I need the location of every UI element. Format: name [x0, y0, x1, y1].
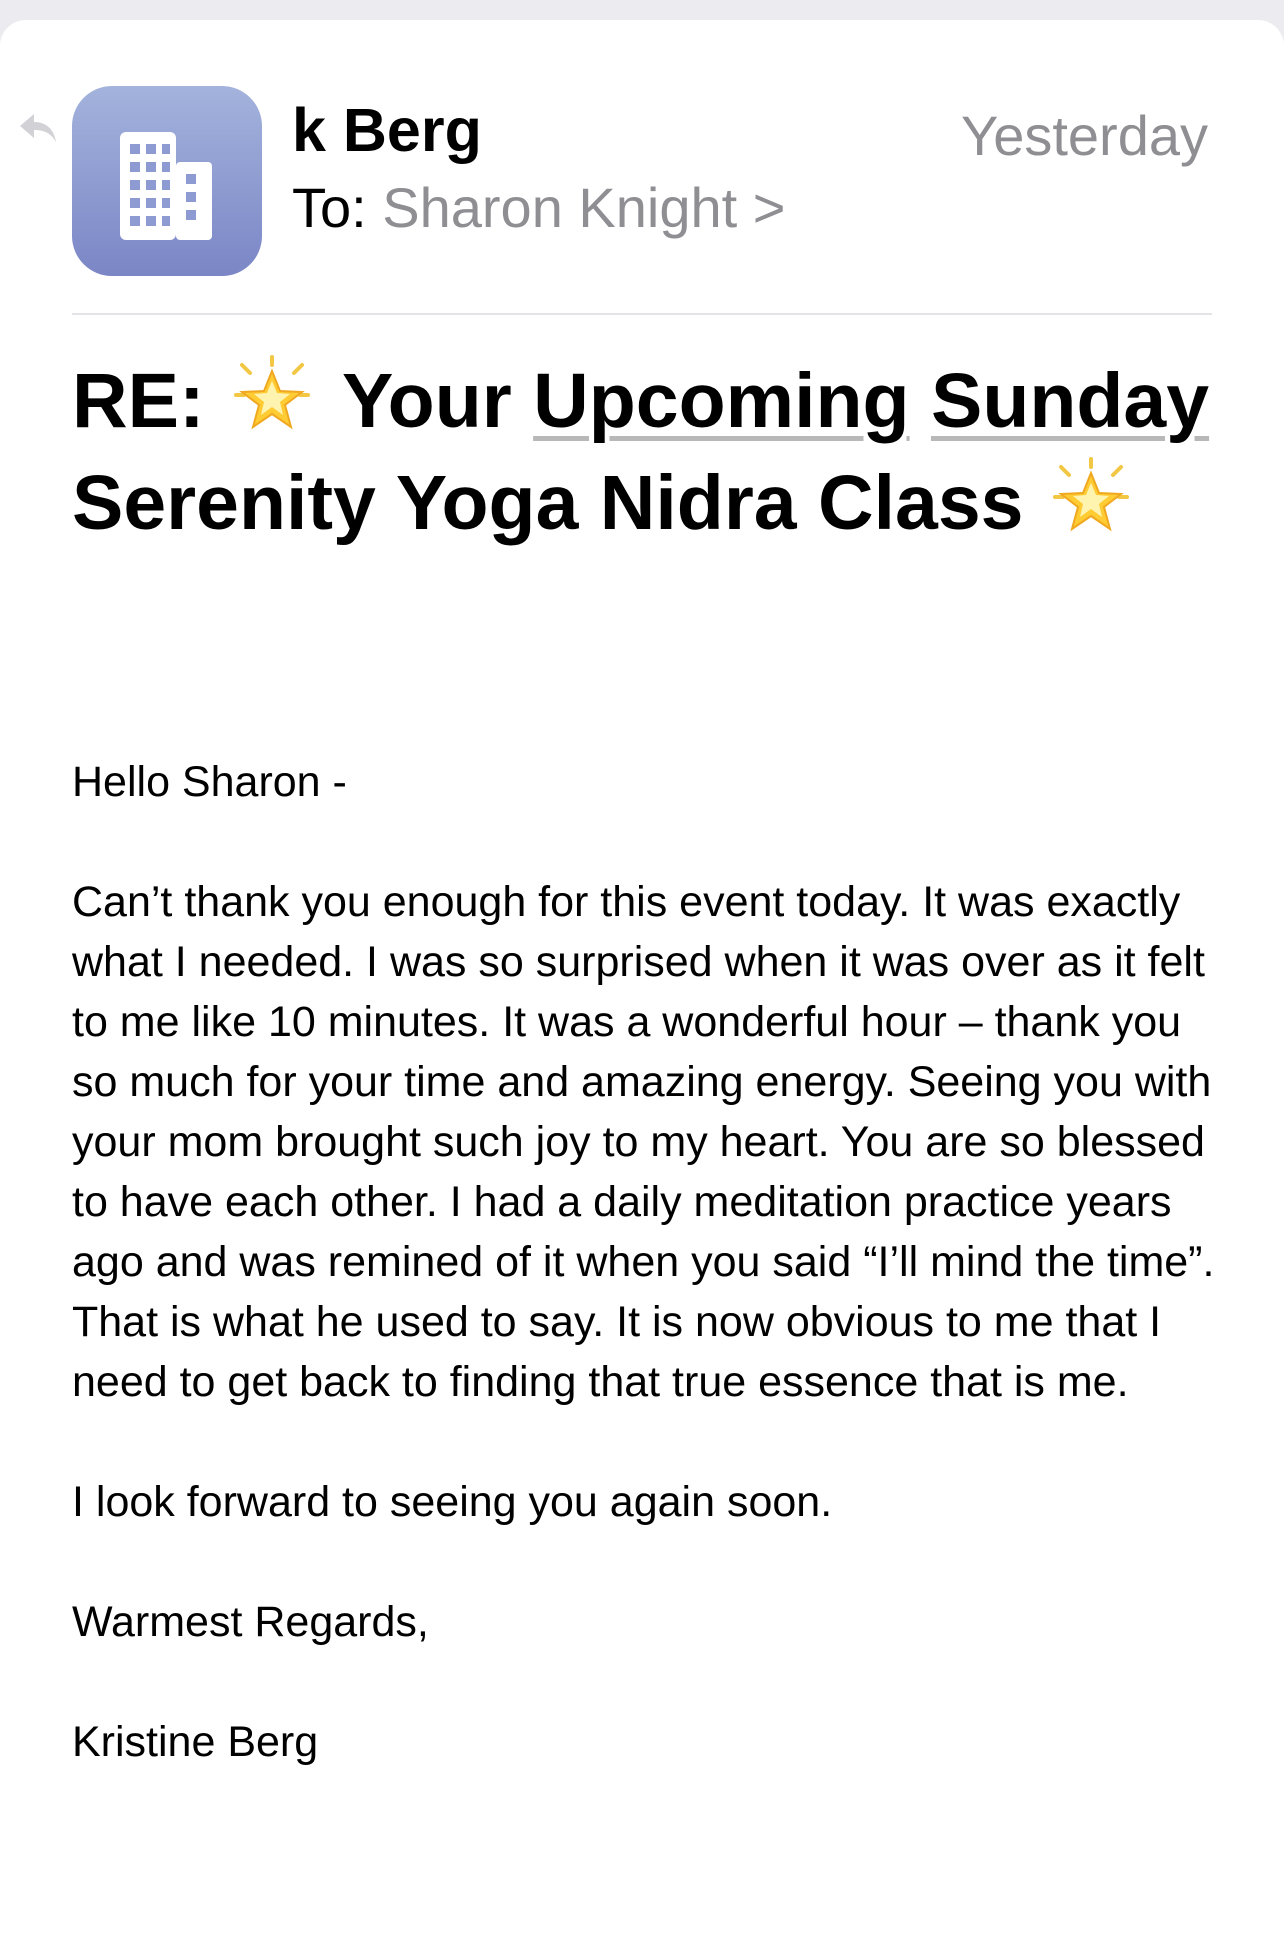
subject-word-your: Your [342, 358, 512, 444]
email-body [72, 752, 1222, 1832]
signature: Kristine Berg [72, 1718, 319, 1766]
star-icon [230, 355, 314, 439]
subject-link-upcoming[interactable]: Upcoming [533, 358, 910, 444]
sender-name[interactable]: k Berg [292, 96, 482, 164]
recipient-line[interactable] [292, 172, 785, 244]
body-paragraph: Can’t thank you enough for this event today. It was exactly what I needed. I was so surprised when it was over as it felt to me like 10 minutes. It was a wonderful hour – thank you so much for your time and amazing energy. Seeing you with your mom brought such joy to my heart. You are so blessed to have each other. I had a daily meditation practice years ago and was remined of it when you said “I’ll mind the time”. That is what he used to say. It is now obvious to me that I need to get back to finding that true essence that is me. [72, 878, 1215, 1406]
email-date: Yesterday [961, 104, 1208, 167]
email-subject [72, 350, 1212, 554]
greeting: Hello Sharon - [72, 758, 347, 806]
to-label: To: [292, 176, 367, 239]
sign-off: Warmest Regards, [72, 1598, 429, 1646]
closing-line: I look forward to seeing you again soon. [72, 1478, 833, 1526]
email-view [0, 20, 1284, 1952]
subject-rest: Serenity Yoga Nidra Class [72, 460, 1024, 546]
star-icon [1049, 457, 1133, 541]
subject-prefix: RE: [72, 358, 205, 444]
header-divider [72, 313, 1212, 315]
chevron-right-icon[interactable]: > [752, 176, 786, 239]
subject-link-sunday[interactable]: Sunday [930, 358, 1210, 444]
building-icon [72, 86, 262, 276]
recipient-name[interactable]: Sharon Knight [382, 176, 738, 239]
sender-avatar[interactable] [72, 86, 262, 276]
reply-arrow-icon[interactable] [16, 110, 60, 146]
